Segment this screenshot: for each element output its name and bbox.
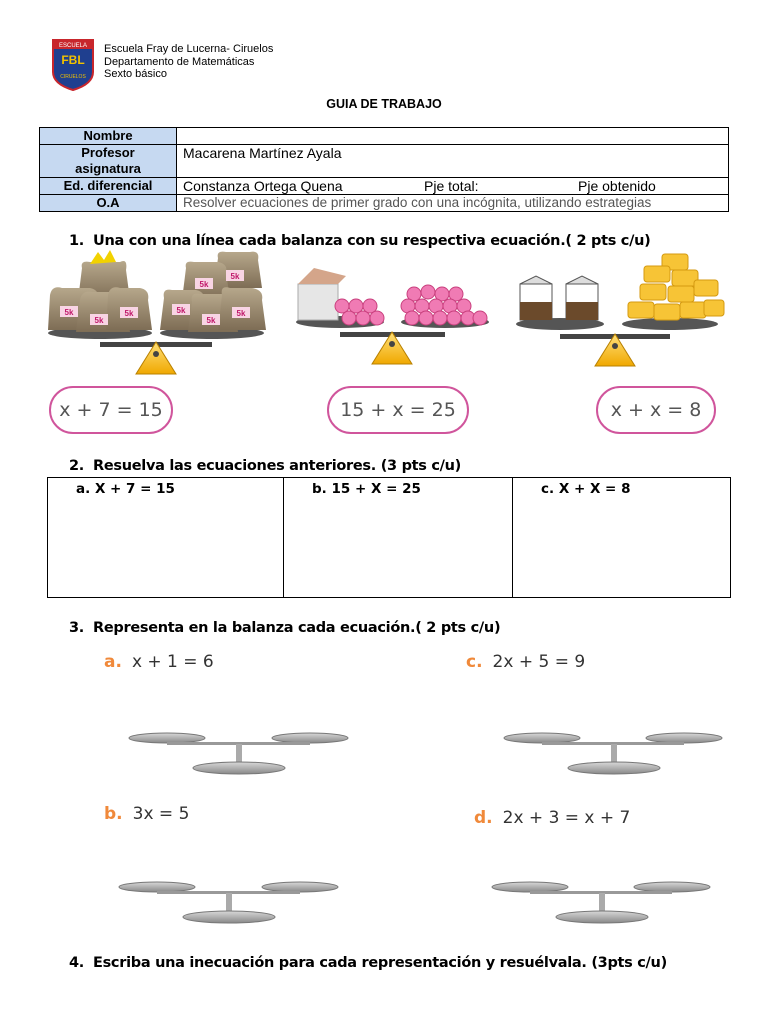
question-4-number: 4.	[69, 955, 84, 971]
svg-text:5k: 5k	[206, 316, 216, 325]
logo-text-top: ESCUELA	[58, 43, 88, 49]
equation-3c	[466, 652, 585, 672]
school-header	[104, 43, 273, 81]
oa-value: Resolver ecuaciones de primer grado con una incógnita, utilizando estrategias	[177, 195, 729, 212]
empty-balances	[0, 720, 768, 930]
equation-3c-text: 2x + 5 = 9	[492, 652, 586, 672]
equation-3b-text: 3x = 5	[132, 804, 190, 824]
solve-cell-c[interactable]	[513, 478, 731, 598]
profesor-label-line2: asignatura	[75, 161, 141, 176]
balance-1-sacks	[48, 250, 266, 374]
logo-text-mid: FBL	[61, 53, 85, 67]
svg-text:5k: 5k	[236, 309, 246, 318]
empty-balance-d	[492, 882, 710, 923]
svg-text:5k: 5k	[199, 280, 209, 289]
milk-carton-icon	[520, 276, 552, 320]
department-name: Departamento de Matemáticas	[104, 55, 255, 68]
grade-name: Sexto básico	[104, 68, 167, 80]
svg-text:5k: 5k	[230, 272, 240, 281]
question-2-text: Resuelva las ecuaciones anteriores. (3 pts c/u)	[93, 458, 461, 474]
school-logo	[51, 38, 95, 92]
question-4-text: Escriba una inecuación para cada representación y resuélvala. (3pts c/u)	[93, 955, 667, 971]
page-title: GUIA DE TRABAJO	[326, 97, 442, 111]
svg-text:5k: 5k	[64, 308, 74, 317]
pje-total-label: Pje total:	[424, 178, 479, 194]
svg-text:5k: 5k	[124, 309, 134, 318]
question-1-text: Una con una línea cada balanza con su respectiva ecuación.( 2 pts c/u)	[93, 233, 651, 249]
question-3-text: Representa en la balanza cada ecuación.( 2 pts c/u)	[93, 620, 501, 636]
profesor-label	[40, 145, 177, 178]
question-1-number: 1.	[69, 233, 84, 249]
equation-pill-3[interactable]: x + x = 8	[596, 386, 716, 434]
logo-text-bottom: CIRUELOS	[60, 74, 86, 80]
ed-diferencial-value: Constanza Ortega Quena	[183, 178, 343, 194]
balance-3-cheese	[516, 254, 724, 366]
pje-obtenido-label: Pje obtenido	[578, 178, 656, 194]
info-table	[39, 127, 729, 212]
equation-pill-2[interactable]: 15 + x = 25	[327, 386, 469, 434]
profesor-label-line1: Profesor	[81, 145, 135, 160]
solve-cell-a[interactable]	[48, 478, 284, 598]
solve-cell-c-label: c. X + X = 8	[541, 481, 631, 497]
question-2	[69, 458, 461, 474]
nombre-field[interactable]	[177, 128, 729, 145]
ed-diferencial-row	[177, 178, 729, 195]
profesor-value: Macarena Martínez Ayala	[177, 145, 729, 178]
question-4	[69, 955, 667, 971]
equation-3c-letter: c.	[466, 652, 483, 672]
solve-cell-b-label: b. 15 + X = 25	[312, 481, 421, 497]
balance-2-balls	[296, 268, 489, 364]
equation-3b-letter: b.	[104, 804, 123, 824]
ed-diferencial-label: Ed. diferencial	[40, 178, 177, 195]
question-1	[69, 233, 650, 249]
empty-balance-a	[129, 733, 348, 774]
nombre-label: Nombre	[40, 128, 177, 145]
equation-pill-1[interactable]: x + 7 = 15	[49, 386, 173, 434]
question-3	[69, 620, 500, 636]
milk-carton-icon	[566, 276, 598, 320]
question-2-number: 2.	[69, 458, 84, 474]
equation-3a-text: x + 1 = 6	[131, 652, 214, 672]
empty-balance-b	[119, 882, 338, 923]
equation-3a	[104, 652, 214, 672]
cheese-icon	[628, 254, 724, 320]
solve-cell-a-label: a. X + 7 = 15	[76, 481, 175, 497]
equation-3d-letter: d.	[474, 808, 493, 828]
balance-illustrations	[40, 250, 740, 380]
equation-3d-text: 2x + 3 = x + 7	[502, 808, 631, 828]
solve-table	[47, 477, 731, 598]
question-3-number: 3.	[69, 620, 84, 636]
equation-3a-letter: a.	[104, 652, 122, 672]
empty-balance-c	[504, 733, 722, 774]
box-icon	[298, 284, 338, 320]
svg-text:5k: 5k	[94, 316, 104, 325]
svg-text:5k: 5k	[176, 306, 186, 315]
oa-label: O.A	[40, 195, 177, 212]
solve-cell-b[interactable]	[284, 478, 513, 598]
school-name: Escuela Fray de Lucerna- Ciruelos	[104, 43, 274, 55]
